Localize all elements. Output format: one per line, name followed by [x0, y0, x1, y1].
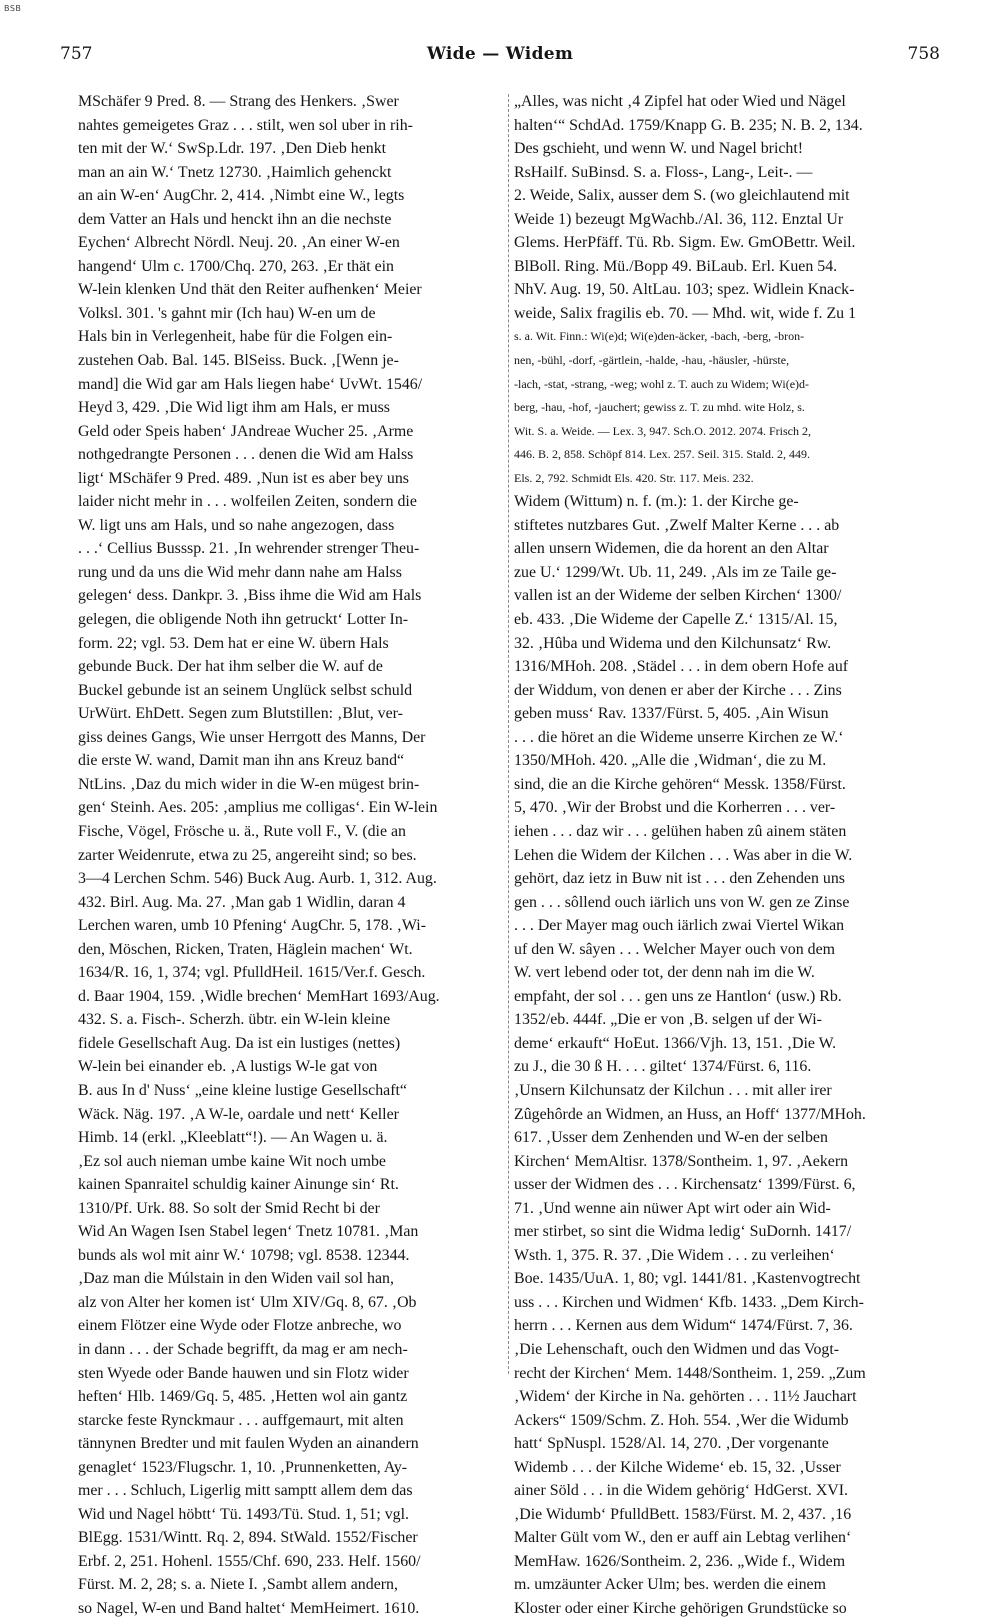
page-header [60, 44, 940, 70]
text-line: so Nagel, W-en und Band haltet‘ MemHeimert. 1610. [78, 1600, 420, 1617]
text-line: bunds als wol mit ainr W.‘ 10798; vgl. 8538. 12344. [78, 1246, 410, 1264]
text-line: mand] die Wid gar am Hals liegen habe‘ UvWt. 1546/ [78, 375, 423, 393]
text-line: gen . . . sôllend ouch iärlich uns von W. gen ze Zinse [514, 893, 850, 911]
etymology-note-line: nen, -bühl, -dorf, -gärtlein, -halde, -hau, -häusler, -hürste, [514, 353, 790, 368]
text-line: sten Wyede oder Bande hauwen und sin Flotz wider [78, 1364, 409, 1382]
library-stamp: BSB [4, 4, 22, 13]
text-line: UrWürt. EhDett. Segen zum Blutstillen: ‚Blut, ver- [78, 705, 403, 723]
text-line: Widem (Wittum) n. f. (m.): 1. der Kirche ge- [514, 493, 799, 511]
text-line: Fische, Vögel, Frösche u. ä., Rute voll F., V. (die an [78, 822, 406, 840]
text-line: Boe. 1435/UuA. 1, 80; vgl. 1441/81. ‚Kastenvogtrecht [514, 1270, 861, 1288]
text-line: 32. ‚Hûba und Widema und den Kilchunsatz‘ Rw. [514, 634, 832, 652]
text-line: ‚Die Lehenschaft, ouch den Widmen und das Vogt- [514, 1340, 840, 1358]
column-divider [508, 94, 509, 1374]
text-line: form. 22; vgl. 53. Dem hat er eine W. übern Hals [78, 634, 389, 652]
text-line: weide, Salix fragilis eb. 70. — Mhd. wit, wide f. Zu 1 [514, 304, 857, 322]
text-line: Wäck. Näg. 197. ‚A W-le, oardale und nett‘ Keller [78, 1105, 399, 1123]
text-line: recht der Kirchen‘ Mem. 1448/Sontheim. 1, 259. „Zum [514, 1364, 866, 1382]
text-line: 432. S. a. Fisch-. Scherzh. übtr. ein W-lein kleine [78, 1011, 391, 1029]
text-line: herrn . . . Kernen aus dem Widum“ 1474/Fürst. 7, 36. [514, 1317, 853, 1335]
text-line: ‚Daz man die Múlstain in den Widen vail sol han, [78, 1270, 394, 1288]
text-line: alz von Alter her komen ist‘ Ulm XIV/Gq. 8, 67. ‚Ob [78, 1293, 417, 1311]
text-line: iehen . . . daz wir . . . gelühen haben zû ainem stäten [514, 822, 847, 840]
text-line: . . .‘ Cellius Busssp. 21. ‚In wehrender strenger Theu- [78, 540, 420, 558]
text-line: Malter Gült vom W., den er auff ain Lebtag verlihen‘ [514, 1529, 852, 1547]
text-line: W-lein klenken Und thät den Reiter aufhenken‘ Meier [78, 281, 422, 299]
page-number-left: 757 [60, 44, 93, 64]
text-line: zarter Weidenrute, etwa zu 25, angereiht sind; so bes. [78, 846, 417, 864]
text-line: Lehen die Widem der Kilchen . . . Was aber in die W. [514, 846, 853, 864]
etymology-note-line: 446. B. 2, 858. Schöpf 814. Lex. 257. Seil. 315. Stald. 2, 449. [514, 447, 810, 462]
text-line: geben muss‘ Rav. 1337/Fürst. 5, 405. ‚Ain Wisun [514, 705, 829, 723]
text-line: vallen ist an der Wideme der selben Kirchen‘ 1300/ [514, 587, 842, 605]
text-line: W-lein bei einander eb. ‚A lustigs W-le gat von [78, 1058, 378, 1076]
text-line: laider nicht mehr in . . . wolfeilen Zeiten, sondern die [78, 493, 417, 511]
text-line: Ackers“ 1509/Schm. Z. Hoh. 554. ‚Wer die Widumb [514, 1411, 849, 1429]
text-line: deme‘ erkauft“ HoEut. 1366/Vjh. 13, 151. ‚Die W. [514, 1034, 837, 1052]
text-line: 617. ‚Usser dem Zenhenden und W-en der selben [514, 1129, 828, 1147]
running-title: Wide — Widem [426, 44, 574, 64]
text-line: d. Baar 1904, 159. ‚Widle brechen‘ MemHart 1693/Aug. [78, 987, 440, 1005]
text-line: ainer Söld . . . in die Widem gehörig‘ HdGerst. XVI. [514, 1482, 849, 1500]
text-line: Buckel gebunde ist an seinem Unglück selbst schuld [78, 681, 413, 699]
text-line: man an ain W.‘ Tnetz 12730. ‚Haimlich gehenckt [78, 163, 392, 181]
text-line: 5, 470. ‚Wir der Brobst und die Korherren . . . ver- [514, 799, 836, 817]
text-line: fidele Gesellschaft Aug. Da ist ein lustiges (nettes) [78, 1034, 401, 1052]
etymology-note-line: -lach, -stat, -strang, -weg; wohl z. T. auch zu Widem; Wi(e)d- [514, 376, 810, 391]
text-line: genaglet‘ 1523/Flugschr. 1, 10. ‚Prunnenketten, Ay- [78, 1458, 408, 1476]
text-line: . . . Der Mayer mag ouch iärlich zwai Viertel Wikan [514, 917, 845, 935]
text-line: Des gschieht, und wenn W. und Nagel bricht! [514, 140, 804, 158]
text-line: 1310/Pf. Urk. 88. So solt der Smid Recht bi der [78, 1199, 380, 1217]
text-line: tännynen Bredter und mit faulen Wyden an ainandern [78, 1435, 419, 1453]
text-line: Weide 1) bezeugt MgWachb./Al. 36, 112. Enztal Ur [514, 210, 844, 228]
text-line: Wid und Nagel höbtt‘ Tü. 1493/Tü. Stud. 1, 51; vgl. [78, 1505, 409, 1523]
text-line: zue U.‘ 1299/Wt. Ub. 11, 249. ‚Als im ze Taile ge- [514, 563, 837, 581]
text-line: Kloster oder einer Kirche gehörigen Grundstücke so [514, 1600, 847, 1617]
text-line: halten‘“ SchdAd. 1759/Knapp G. B. 235; N. B. 2, 134. [514, 116, 863, 134]
text-line: NtLins. ‚Daz du mich wider in die W-en mügest brin- [78, 775, 420, 793]
text-line: gebunde Buck. Der hat ihm selber die W. auf de [78, 658, 383, 676]
text-line: ‚Ez sol auch nieman umbe kaine Wit noch umbe [78, 1152, 386, 1170]
text-line: gelegen, die obligende Noth ihn getruckt‘ Lotter In- [78, 611, 409, 629]
text-line: gelegen‘ dess. Dankpr. 3. ‚Biss ihme die Wid am Hals [78, 587, 422, 605]
right-column [514, 90, 936, 1621]
text-line: Erbf. 2, 251. Hohenl. 1555/Chf. 690, 233. Helf. 1560/ [78, 1552, 421, 1570]
etymology-note-line: Els. 2, 792. Schmidt Els. 420. Str. 117. Meis. 232. [514, 470, 754, 485]
text-line: BlEgg. 1531/Wintt. Rq. 2, 894. StWald. 1552/Fischer [78, 1529, 418, 1547]
text-line: ‚Unsern Kilchunsatz der Kilchun . . . mit aller irer [514, 1081, 832, 1099]
text-line: giss deines Gangs, Wie unser Herrgott des Manns, Der [78, 728, 426, 746]
text-line: B. aus In d' Nuss‘ „eine kleine lustige Gesellschaft“ [78, 1081, 407, 1099]
text-line: kainen Spanraitel schuldig kainer Ainunge sin‘ Rt. [78, 1176, 399, 1194]
text-line: Kirchen‘ MemAltisr. 1378/Sontheim. 1, 97. ‚Aekern [514, 1152, 849, 1170]
text-line: an ain W-en‘ AugChr. 2, 414. ‚Nimbt eine W., legts [78, 187, 405, 205]
text-line: eb. 433. ‚Die Wideme der Capelle Z.‘ 1315/Al. 15, [514, 611, 838, 629]
text-line: mer stirbet, so sint die Widma ledig‘ SuDornh. 1417/ [514, 1223, 852, 1241]
text-line: empfaht, der sol . . . gen uns ze Hantlon‘ (usw.) Rb. [514, 987, 842, 1005]
text-line: RsHailf. SuBinsd. S. a. Floss-, Lang-, Leit-. — [514, 163, 813, 181]
text-line: stiftetes nutzbares Gut. ‚Zwelf Malter Kerne . . . ab [514, 516, 840, 534]
text-line: sind, die an die Kirche gehören“ Messk. 1358/Fürst. [514, 775, 846, 793]
text-line: W. vert lebend oder tot, der denn nah im die W. [514, 964, 815, 982]
text-line: 1316/MHoh. 208. ‚Städel . . . in dem obern Hofe auf [514, 658, 849, 676]
text-line: Fürst. M. 2, 28; s. a. Niete I. ‚Sambt allem andern, [78, 1576, 398, 1594]
text-line: zustehen Oab. Bal. 145. BlSeiss. Buck. ‚[Wenn je- [78, 352, 399, 370]
text-line: ten mit der W.‘ SwSp.Ldr. 197. ‚Den Dieb henkt [78, 140, 387, 158]
text-line: allen unsern Widemen, die da horent an den Altar [514, 540, 829, 558]
text-line: uf den W. sâyen . . . Welcher Mayer ouch von dem [514, 940, 836, 958]
text-line: den, Möschen, Ricken, Traten, Häglein machen‘ Wt. [78, 940, 413, 958]
text-line: nothgedrangte Personen . . . denen die Wid am Halss [78, 446, 414, 464]
text-line: Wsth. 1, 375. R. 37. ‚Die Widem . . . zu verleihen‘ [514, 1246, 835, 1264]
text-line: W. ligt uns am Hals, und so nahe angezogen, dass [78, 516, 395, 534]
text-line: einem Flötzer eine Wyde oder Flotze anbreche, wo [78, 1317, 402, 1335]
text-line: hangend‘ Ulm c. 1700/Chq. 270, 263. ‚Er thät ein [78, 257, 394, 275]
text-line: der Widdum, von denen er aber der Kirche . . . Zins [514, 681, 842, 699]
text-line: Glems. HerPfäff. Tü. Rb. Sigm. Ew. GmOBettr. Weil. [514, 234, 856, 252]
text-line: 432. Birl. Aug. Ma. 27. ‚Man gab 1 Widlin, daran 4 [78, 893, 406, 911]
text-line: 1352/eb. 444f. „Die er von ‚B. selgen uf der Wi- [514, 1011, 822, 1029]
text-line: mer . . . Schluch, Ligerlig mitt samptt allem dem das [78, 1482, 413, 1500]
text-line: Heyd 3, 429. ‚Die Wid ligt ihm am Hals, er muss [78, 399, 390, 417]
text-line: 3—4 Lerchen Schm. 546) Buck Aug. Aurb. 1, 312. Aug. [78, 870, 437, 888]
text-line: usser der Widmen des . . . Kirchensatz‘ 1399/Fürst. 6, [514, 1176, 856, 1194]
text-line: in dann . . . der Schade begrifft, da mag er am nech- [78, 1340, 408, 1358]
text-line: Geld oder Speis haben‘ JAndreae Wucher 25. ‚Arme [78, 422, 414, 440]
text-line: . . . die höret an die Wideme unserre Kirchen ze W.‘ [514, 728, 844, 746]
text-line: ligt‘ MSchäfer 9 Pred. 489. ‚Nun ist es aber bey uns [78, 469, 409, 487]
etymology-note-line: berg, -hau, -hof, -jauchert; gewiss z. T. zu mhd. wite Holz, s. [514, 400, 805, 415]
text-line: starcke feste Rynckmaur . . . auffgemaurt, mit alten [78, 1411, 404, 1429]
text-line: Hals bin in Verlegenheit, habe für die Folgen ein- [78, 328, 393, 346]
text-line: uss . . . Kirchen und Widmen‘ Kfb. 1433. „Dem Kirch- [514, 1293, 864, 1311]
text-line: ‚Die Widumb‘ PfulldBett. 1583/Fürst. M. 2, 437. ‚16 [514, 1505, 852, 1523]
text-line: 71. ‚Und wenne ain nüwer Apt wirt oder ain Wid- [514, 1199, 831, 1217]
text-line: zu J., die 30 ß H. . . . giltet‘ 1374/Fürst. 6, 116. [514, 1058, 812, 1076]
text-line: nahtes gemeigetes Graz . . . stilt, wen sol uber in rih- [78, 116, 413, 134]
text-line: dem Vatter an Hals und henckt ihn an die nechste [78, 210, 392, 228]
text-line: Himb. 14 (erkl. „Kleeblatt“!). — An Wagen u. ä. [78, 1129, 388, 1147]
text-line: MSchäfer 9 Pred. 8. — Strang des Henkers. ‚Swer [78, 93, 399, 110]
text-line: Volksl. 301. 's gahnt mir (Ich hau) W-en um de [78, 304, 376, 322]
text-line: Widemb . . . der Kilche Wideme‘ eb. 15, 32. ‚Usser [514, 1458, 841, 1476]
text-line: Wid An Wagen Isen Stabel legen‘ Tnetz 10781. ‚Man [78, 1223, 419, 1241]
text-line: m. umzäunter Acker Ulm; bes. werden die einem [514, 1576, 826, 1594]
text-line: 1634/R. 16, 1, 374; vgl. PfulldHeil. 1615/Ver.f. Gesch. [78, 964, 426, 982]
text-line: Zûgehôrde an Widmen, an Huss, an Hoff‘ 1377/MHoh. [514, 1105, 866, 1123]
text-line: 1350/MHoh. 420. „Alle die ‚Widman‘, die zu M. [514, 752, 827, 770]
etymology-note-line: s. a. Wit. Finn.: Wi(e)d; Wi(e)den-äcker, -bach, -berg, -bron- [514, 329, 805, 344]
page-number-right: 758 [907, 44, 940, 64]
text-line: rung und da uns die Wid mehr dann nahe am Halss [78, 563, 402, 581]
text-line: 2. Weide, Salix, ausser dem S. (wo gleichlautend mit [514, 187, 850, 205]
text-line: Lerchen waren, umb 10 Pfening‘ AugChr. 5, 178. ‚Wi- [78, 917, 426, 935]
text-line: gehört, daz ietz in Buw nit ist . . . den Zehenden uns [514, 870, 845, 888]
text-line: Eychen‘ Albrecht Nördl. Neuj. 20. ‚An einer W-en [78, 234, 400, 252]
text-line: BlBoll. Ring. Mü./Bopp 49. BiLaub. Erl. Kuen 54. [514, 257, 838, 275]
etymology-note-line: Wit. S. a. Weide. — Lex. 3, 947. Sch.O. 2012. 2074. Frisch 2, [514, 423, 811, 438]
text-line: MemHaw. 1626/Sontheim. 2, 236. „Wide f., Widem [514, 1552, 846, 1570]
left-column [78, 90, 503, 1621]
text-line: „Alles, was nicht ‚4 Zipfel hat oder Wied und Nägel [514, 93, 846, 110]
text-line: hatt‘ SpNuspl. 1528/Al. 14, 270. ‚Der vorgenante [514, 1435, 829, 1453]
text-line: ‚Widem‘ der Kirche in Na. gehörten . . . 11½ Jauchart [514, 1388, 857, 1406]
text-line: die erste W. wand, Damit man ihn ans Kreuz band“ [78, 752, 405, 770]
text-line: heften‘ Hlb. 1469/Gq. 5, 485. ‚Hetten wol ain gantz [78, 1388, 408, 1406]
text-line: gen‘ Steinh. Aes. 205: ‚amplius me colligas‘. Ein W-lein [78, 799, 438, 817]
text-line: NhV. Aug. 19, 50. AltLau. 103; spez. Widlein Knack- [514, 281, 855, 299]
